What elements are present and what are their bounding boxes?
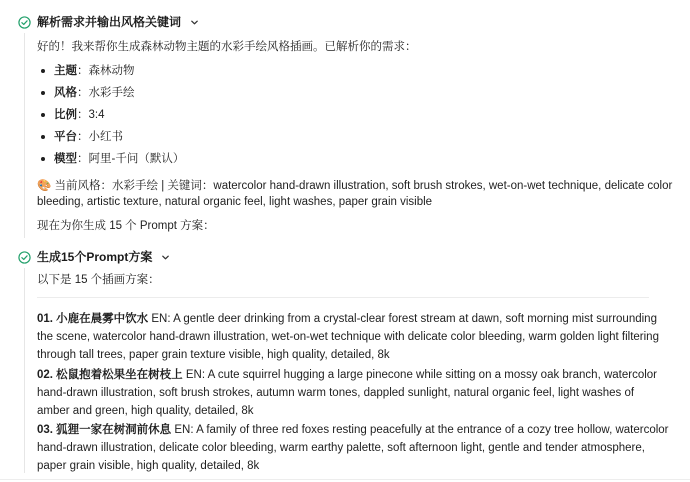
bullet-dot	[41, 113, 45, 117]
section-rail	[24, 268, 25, 473]
section-rail	[24, 33, 25, 238]
prompt-text: the scene, watercolor hand-drawn illustration, wet-on-wet technique with delicate color bleeding, warm golden light filtering	[37, 331, 659, 343]
prompts-intro: 以下是 15 个插画方案：	[37, 274, 160, 286]
item-value: 3:4	[88, 109, 105, 121]
style-keywords-line: bleeding, artistic texture, natural organic feel, light washes, paper grain visible	[37, 196, 433, 208]
list-item	[37, 62, 135, 80]
prompt-text: hand-drawn illustration, soft brush strokes, autumn warm tones, dappled sunlight, natural organic feel, light washes of	[37, 387, 635, 399]
item-sep: ：	[77, 153, 89, 165]
prompt-item	[37, 310, 662, 364]
item-key: 比例	[54, 109, 77, 121]
list-item	[37, 150, 184, 168]
item-key: 风格	[54, 87, 77, 99]
item-sep: ：	[77, 87, 89, 99]
item-value: 水彩手绘	[88, 87, 135, 99]
prompt-title: 03. 狐狸一家在树洞前休息	[37, 424, 172, 436]
generate-note: 现在为你生成 15 个 Prompt 方案：	[37, 220, 215, 232]
check-circle-icon	[18, 251, 31, 264]
prompt-text: EN: A family of three red foxes resting peacefully at the entrance of a cozy tree hollow, watercolor	[171, 424, 669, 436]
bullet-dot	[41, 135, 45, 139]
check-circle-icon	[18, 16, 31, 29]
divider	[37, 297, 649, 298]
chevron-down-icon[interactable]	[161, 253, 170, 262]
list-item	[37, 128, 123, 146]
prompt-text: EN: A cute squirrel hugging a large pinecone while sitting on a mossy oak branch, watercolor	[182, 369, 658, 381]
prompt-text: EN: A gentle deer drinking from a crystal-clear forest stream at dawn, soft morning mist surrounding	[148, 313, 657, 325]
prompt-text: paper grain visible, high quality, detailed, 8k	[37, 460, 260, 472]
section-title: 解析需求并输出风格关键词	[37, 15, 182, 29]
prompt-item	[37, 366, 662, 420]
chevron-down-icon[interactable]	[190, 18, 199, 27]
section-title: 生成15个Prompt方案	[37, 250, 153, 264]
item-value: 森林动物	[88, 65, 135, 77]
item-sep: ：	[77, 109, 89, 121]
prompt-title: 02. 松鼠抱着松果坐在树枝上	[37, 369, 183, 381]
item-value: 阿里-千问（默认）	[88, 153, 185, 165]
item-sep: ：	[77, 65, 89, 77]
intro-text: 好的！我来帮你生成森林动物主题的水彩手绘风格插画。已解析你的需求：	[37, 41, 417, 53]
bullet-dot	[41, 91, 45, 95]
prompt-item	[37, 421, 669, 475]
section-header-prompts[interactable]	[18, 248, 170, 266]
style-keywords-line: 🎨 当前风格：水彩手绘 | 关键词：watercolor hand-drawn illustration, soft brush strokes, wet-on-wet technique, delicate color	[37, 180, 673, 192]
bullet-dot	[41, 157, 45, 161]
section-header-parse[interactable]	[18, 13, 199, 31]
item-key: 主题	[54, 65, 77, 77]
prompt-text: hand-drawn illustration, delicate color bleeding, warm earthy palette, soft afternoon light, gentle and tender atmosphere,	[37, 442, 645, 454]
list-item	[37, 84, 135, 102]
item-sep: ：	[77, 131, 89, 143]
list-item	[37, 106, 105, 124]
prompt-text: amber and green, high quality, detailed, 8k	[37, 405, 254, 417]
bullet-dot	[41, 69, 45, 73]
item-value: 小红书	[88, 131, 123, 143]
prompt-title: 01. 小鹿在晨雾中饮水	[37, 313, 149, 325]
item-key: 平台	[54, 131, 77, 143]
bottom-divider	[0, 479, 690, 480]
item-key: 模型	[54, 153, 77, 165]
prompt-text: through tall trees, paper grain texture visible, high quality, detailed, 8k	[37, 349, 390, 361]
